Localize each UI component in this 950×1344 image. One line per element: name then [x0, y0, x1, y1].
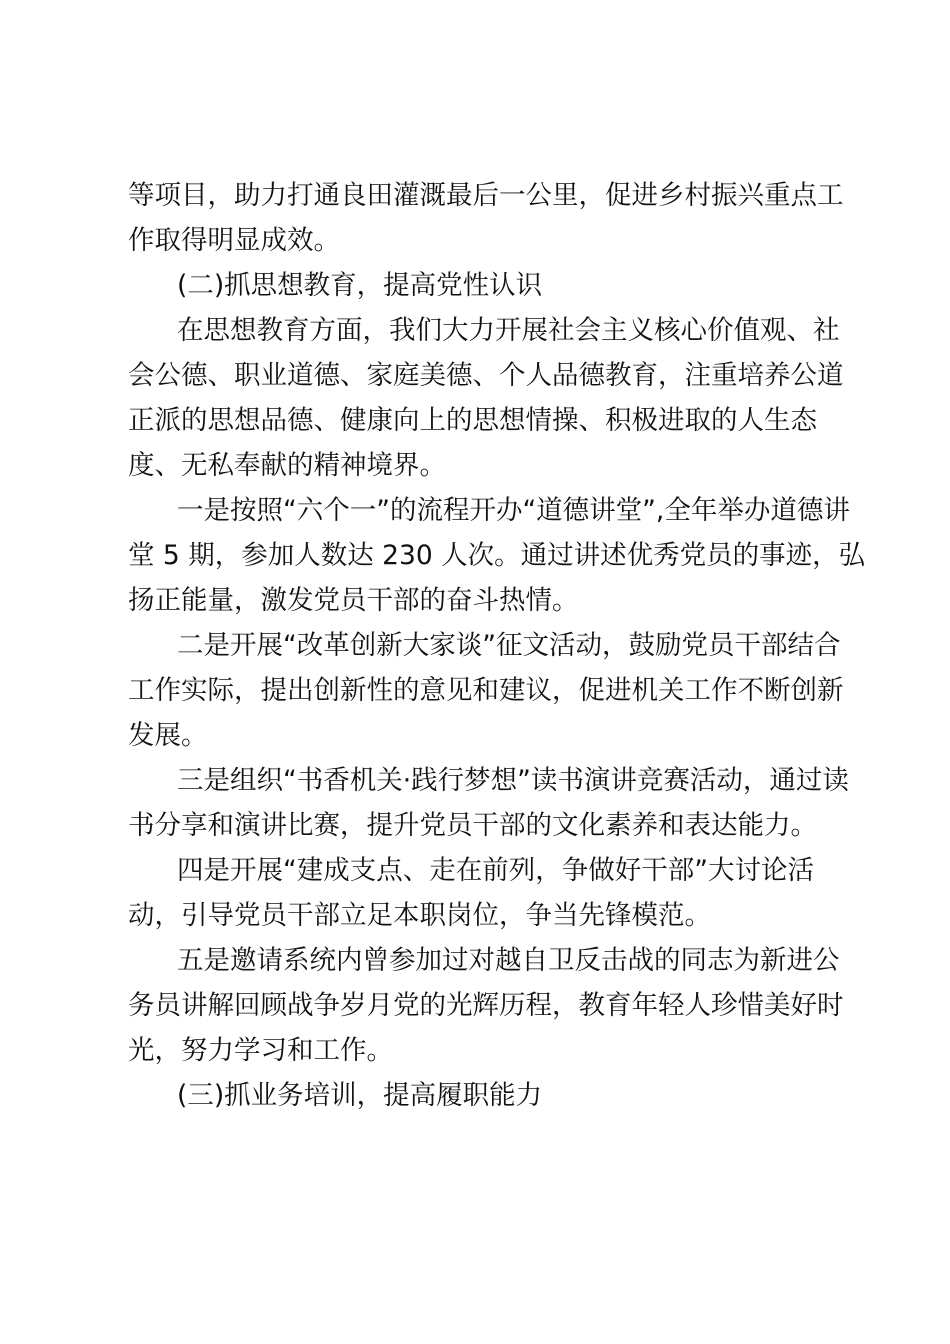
- text-line: 五是邀请系统内曾参加过对越自卫反击战的同志为新进公: [177, 945, 840, 976]
- text-line: 动，引导党员干部立足本职岗位，争当先锋模范。: [128, 900, 711, 931]
- text-line: 二是开展“改革创新大家谈”征文活动，鼓励党员干部结合: [177, 630, 841, 661]
- text-line: 四是开展“建成支点、走在前列，争做好干部”大讨论活: [177, 855, 814, 886]
- text-line: 光，努力学习和工作。: [128, 1035, 393, 1066]
- text-line: 度、无私奉献的精神境界。: [128, 450, 446, 481]
- text-line: 会公德、职业道德、家庭美德、个人品德教育，注重培养公道: [128, 360, 844, 391]
- text-line: 一是按照“六个一”的流程开办“道德讲堂”,全年举办道德讲: [177, 495, 850, 526]
- text-line: 堂 5 期，参加人数达 230 人次。通过讲述优秀党员的事迹，弘: [128, 540, 866, 571]
- text-line: 工作实际，提出创新性的意见和建议，促进机关工作不断创新: [128, 675, 844, 706]
- text-line: 作取得明显成效。: [128, 225, 340, 256]
- text-line: 书分享和演讲比赛，提升党员干部的文化素养和表达能力。: [128, 810, 817, 841]
- text-line: 务员讲解回顾战争岁月党的光辉历程，教育年轻人珍惜美好时: [128, 990, 844, 1021]
- text-line: 在思想教育方面，我们大力开展社会主义核心价值观、社: [177, 315, 840, 346]
- text-line: 发展。: [128, 720, 208, 751]
- section-heading: (三)抓业务培训，提高履职能力: [177, 1080, 543, 1111]
- text-line: 等项目，助力打通良田灌溉最后一公里，促进乡村振兴重点工: [128, 180, 844, 211]
- text-line: 正派的思想品德、健康向上的思想情操、积极进取的人生态: [128, 405, 817, 436]
- section-heading: (二)抓思想教育，提高党性认识: [177, 270, 543, 301]
- text-line: 扬正能量，激发党员干部的奋斗热情。: [128, 585, 579, 616]
- text-line: 三是组织“书香机关·践行梦想”读书演讲竞赛活动，通过读: [177, 765, 849, 796]
